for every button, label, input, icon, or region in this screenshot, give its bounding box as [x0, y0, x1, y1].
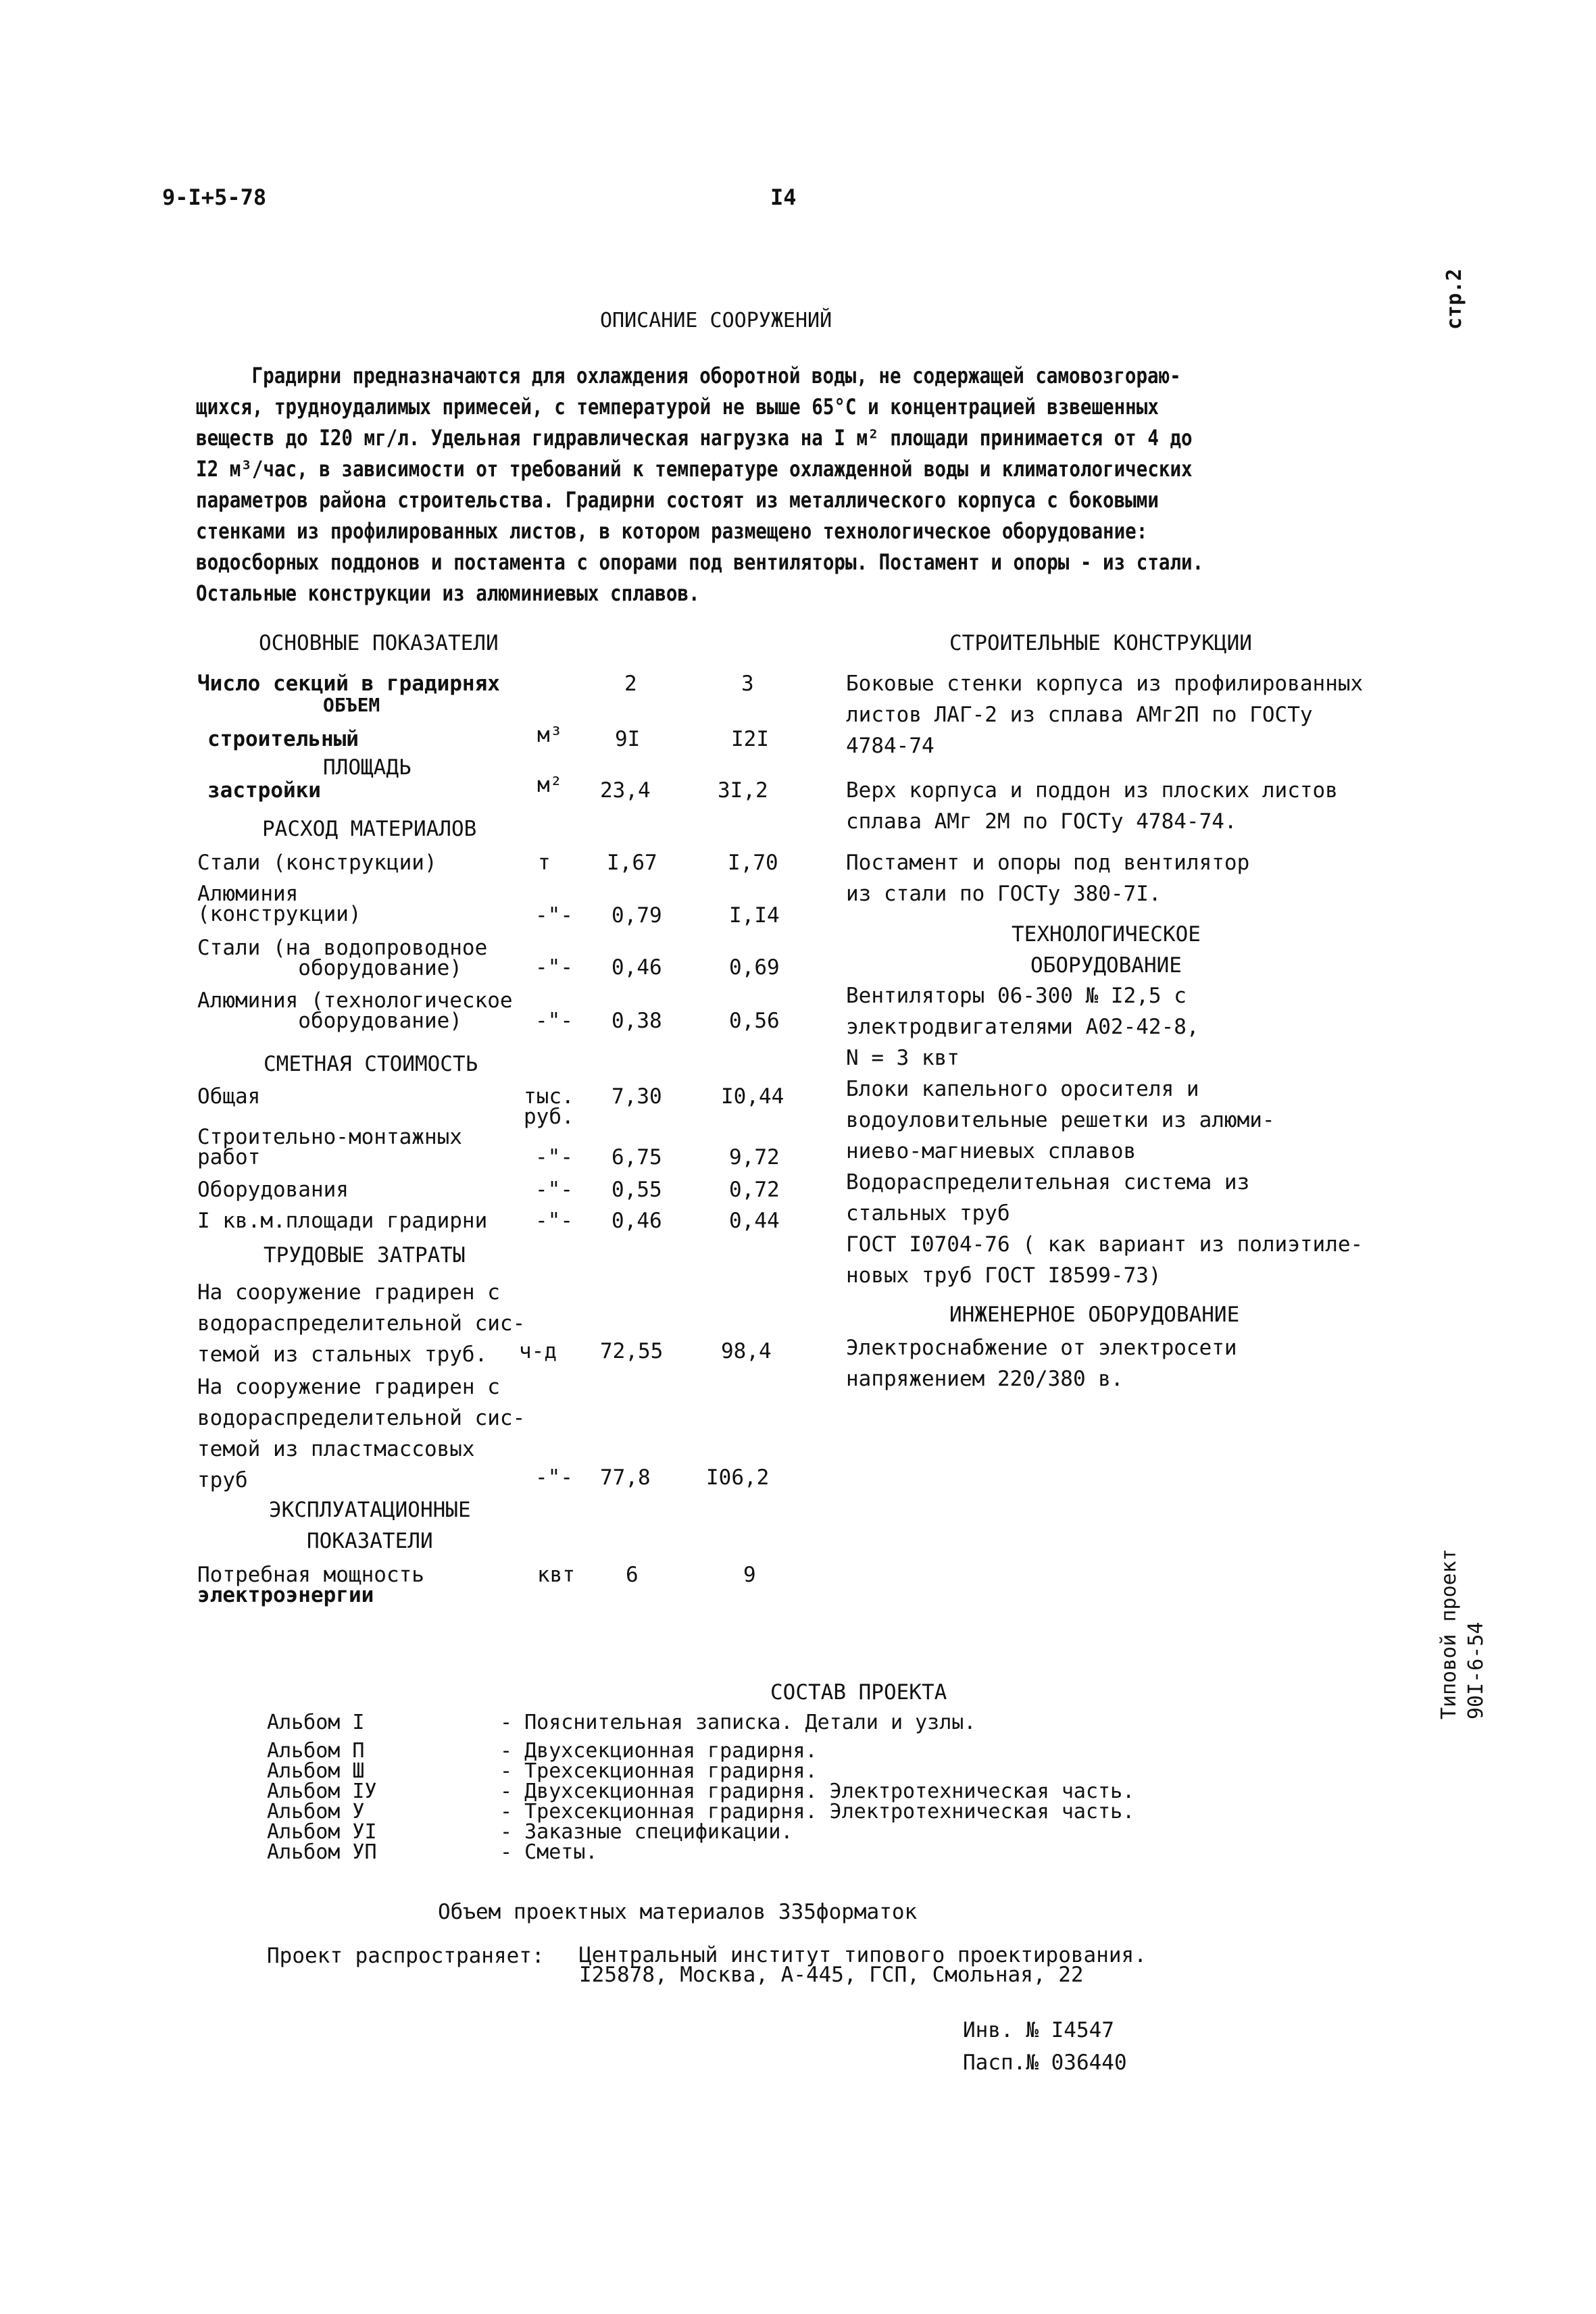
side-project-number: 90I-6-54 [1464, 1621, 1488, 1719]
alu-3: I,I4 [729, 903, 780, 928]
materials-volume: Объем проектных материалов 335форматок [438, 1900, 918, 1924]
inventory-number: Инв. № I4547 [963, 2018, 1114, 2042]
sections-3: 3 [741, 672, 754, 696]
cost-title: СМЕТНАЯ СТОИМОСТЬ [264, 1052, 478, 1076]
distributor-line-2: I25878, Москва, А-445, ГСП, Смольная, 22 [579, 1963, 1084, 1987]
description-line: параметров района строительства. Градирни состоят из металлического корпуса с боковыми [196, 487, 1159, 513]
labor-plastic-2: 77,8 [600, 1465, 651, 1490]
equipment-2: 0,55 [612, 1178, 662, 1202]
description-line: водосборных поддонов и постамента с опорами под вентиляторы. Постамент и опоры - из стали. [196, 549, 1204, 575]
album-desc: - Заказные спецификации. [500, 1820, 793, 1844]
volume-head: ОБЪЕМ [323, 694, 380, 716]
total-2: 7,30 [612, 1084, 662, 1109]
area-label: застройки [207, 778, 321, 803]
sections-2: 2 [624, 672, 637, 696]
construction-2: 6,75 [612, 1145, 662, 1169]
area-head: ПЛОЩАДЬ [323, 755, 412, 780]
construction-frame: Постамент и опоры под вентилятор из стали по ГОСТу 380-7I. [846, 851, 1250, 906]
area-unit: м² [537, 773, 563, 797]
steel-water-label: Стали (на водопроводное оборудование) [197, 936, 488, 980]
sections-label: Число секций в градирнях [197, 672, 500, 696]
total-label: Общая [197, 1084, 261, 1109]
power-label: Потребная мощность [197, 1563, 424, 1587]
equipment-3: 0,72 [729, 1178, 780, 1202]
total-3: I0,44 [721, 1084, 784, 1109]
side-project-label: Типовой проект [1437, 1549, 1461, 1719]
distributor-label: Проект распространяет: [267, 1944, 545, 1968]
labor-steel-2: 72,55 [600, 1339, 664, 1363]
description-title: ОПИСАНИЕ СООРУЖЕНИЙ [600, 309, 832, 332]
distributor-line-1: Центральный институт типового проектирования. [579, 1943, 1147, 1967]
labor-plastic-label: На сооружение градирен с водораспределительной сис- темой из пластмассовых труб [197, 1375, 526, 1492]
construction-walls: Боковые стенки корпуса из профилированных листов ЛАГ-2 из сплава АМг2П по ГОСТу 4784-74 [846, 672, 1364, 758]
steel-label: Стали (конструкции) [197, 851, 437, 875]
album-desc: - Трехсекционная градирня. [500, 1759, 818, 1783]
equipment-label: Оборудования [197, 1178, 349, 1202]
volume-label: строительный [207, 727, 359, 751]
album-name: Альбом УI [267, 1820, 377, 1844]
album-desc: - Сметы. [500, 1840, 598, 1864]
album-name: Альбом I [267, 1711, 365, 1734]
sheet-label: стр.2 [1443, 268, 1466, 330]
construction-3: 9,72 [729, 1145, 780, 1169]
power-2: 6 [626, 1563, 639, 1587]
construction-top: Верх корпуса и поддон из плоских листов сплава АМг 2М по ГОСТу 4784-74. [846, 778, 1338, 834]
power-unit: квт [537, 1563, 575, 1587]
construction-title: СТРОИТЕЛЬНЫЕ КОНСТРУКЦИИ [949, 631, 1252, 655]
materials-title: РАСХОД МАТЕРИАЛОВ [262, 817, 477, 841]
description-line: щихся, трудноудалимых примесей, с температурой не выше 65°С и концентрацией взвешенных [196, 394, 1159, 420]
per-m2-label: I кв.м.площади градирни [197, 1209, 488, 1233]
per-m2-2: 0,46 [612, 1209, 662, 1233]
labor-title: ТРУДОВЫЕ ЗАТРАТЫ [264, 1243, 466, 1267]
description-line: Остальные конструкции из алюминиевых сплавов. [196, 580, 700, 606]
album-row [267, 1741, 1134, 1761]
album-desc: - Пояснительная записка. Детали и узлы. [500, 1711, 976, 1734]
album-row [267, 1782, 1134, 1802]
labor-plastic-unit: -"- [535, 1465, 573, 1490]
steel-3: I,70 [728, 851, 778, 875]
album-row [267, 1842, 1134, 1863]
volume-unit: м³ [537, 723, 563, 747]
steel-water-2: 0,46 [612, 955, 662, 980]
album-row [267, 1822, 1134, 1842]
album-desc: - Двухсекционная градирня. [500, 1739, 818, 1763]
volume-3: I2I [731, 727, 769, 751]
description-line: Градирни предназначаются для охлаждения оборотной воды, не содержащей самовозгораю- [251, 363, 1181, 388]
alu-unit: -"- [535, 903, 573, 928]
steel-unit: т [538, 851, 551, 875]
construction-label: Строительно-монтажных работ [197, 1125, 462, 1169]
volume-2: 9I [615, 727, 641, 751]
description-line: I2 м³/час, в зависимости от требований к температуре охлажденной воды и климатологических [196, 456, 1193, 482]
steel-2: I,67 [607, 851, 657, 875]
album-name: Альбом П [267, 1739, 365, 1763]
tech-equipment-text: Вентиляторы 06-300 № I2,5 с электродвигателями А02-42-8, N = 3 квт Блоки капельного оросителя и водоуловительные решетки из алюми- ниево-магниевых сплавов Водораспределительная система из стальных труб ГОСТ I0704-76 ( как вариант из полиэтиле- новых труб ГОСТ I8599-73) [846, 984, 1364, 1288]
album-row [267, 1802, 1134, 1822]
operation-title: ЭКСПЛУАТАЦИОННЫЕ ПОКАЗАТЕЛИ [269, 1498, 471, 1553]
album-name: Альбом Ш [267, 1759, 365, 1783]
engineering-text: Электроснабжение от электросети напряжением 220/380 в. [846, 1336, 1237, 1391]
alu-tech-2: 0,38 [612, 1009, 662, 1033]
power-3: 9 [743, 1563, 756, 1587]
labor-steel-label: На сооружение градирен с водораспределительной сис- темой из стальных труб. [197, 1280, 526, 1367]
steel-water-3: 0,69 [729, 955, 780, 980]
album-desc: - Двухсекционная градирня. Электротехническая часть. [500, 1780, 1135, 1803]
description-paragraph [196, 360, 1203, 609]
description-line: веществ до I20 мг/л. Удельная гидравлическая нагрузка на I м² площади принимается от 4 до [196, 425, 1193, 451]
engineering-title: ИНЖЕНЕРНОЕ ОБОРУДОВАНИЕ [949, 1303, 1240, 1327]
album-row [267, 1761, 1134, 1782]
alu-tech-unit: -"- [535, 1009, 573, 1033]
description-line: стенками из профилированных листов, в котором размещено технологическое оборудование: [196, 518, 1148, 544]
steel-water-unit: -"- [535, 955, 573, 980]
alu-tech-label: Алюминия (технологическое оборудование) [197, 988, 513, 1033]
total-unit: тыс. руб. [524, 1084, 574, 1129]
area-2: 23,4 [600, 778, 651, 803]
album-name: Альбом УП [267, 1840, 377, 1864]
alu-tech-3: 0,56 [729, 1009, 780, 1033]
doc-code: 9-I+5-78 [162, 184, 267, 210]
album-name: Альбом IУ [267, 1780, 377, 1803]
composition-title: СОСТАВ ПРОЕКТА [770, 1680, 947, 1705]
passport-number: Пасп.№ 036440 [963, 2051, 1127, 2075]
per-m2-3: 0,44 [729, 1209, 780, 1233]
album-name: Альбом У [267, 1800, 365, 1823]
page-number: I4 [770, 184, 797, 210]
album-row [267, 1713, 1134, 1741]
area-3: 3I,2 [718, 778, 768, 803]
power-label-2: электроэнергии [197, 1583, 374, 1607]
album-list [267, 1713, 1134, 1863]
alu-label: Алюминия (конструкции) [197, 882, 361, 926]
labor-steel-3: 98,4 [721, 1339, 772, 1363]
labor-plastic-3: I06,2 [706, 1465, 770, 1490]
labor-steel-unit: ч-д [519, 1339, 557, 1363]
equipment-unit: -"- [535, 1178, 573, 1202]
album-desc: - Трехсекционная градирня. Электротехническая часть. [500, 1800, 1135, 1823]
tech-equipment-title: ТЕХНОЛОГИЧЕСКОЕ ОБОРУДОВАНИЕ [1012, 922, 1201, 978]
per-m2-unit: -"- [535, 1209, 573, 1233]
alu-2: 0,79 [612, 903, 662, 928]
indicators-title: ОСНОВНЫЕ ПОКАЗАТЕЛИ [259, 631, 499, 655]
construction-unit: -"- [535, 1145, 573, 1169]
